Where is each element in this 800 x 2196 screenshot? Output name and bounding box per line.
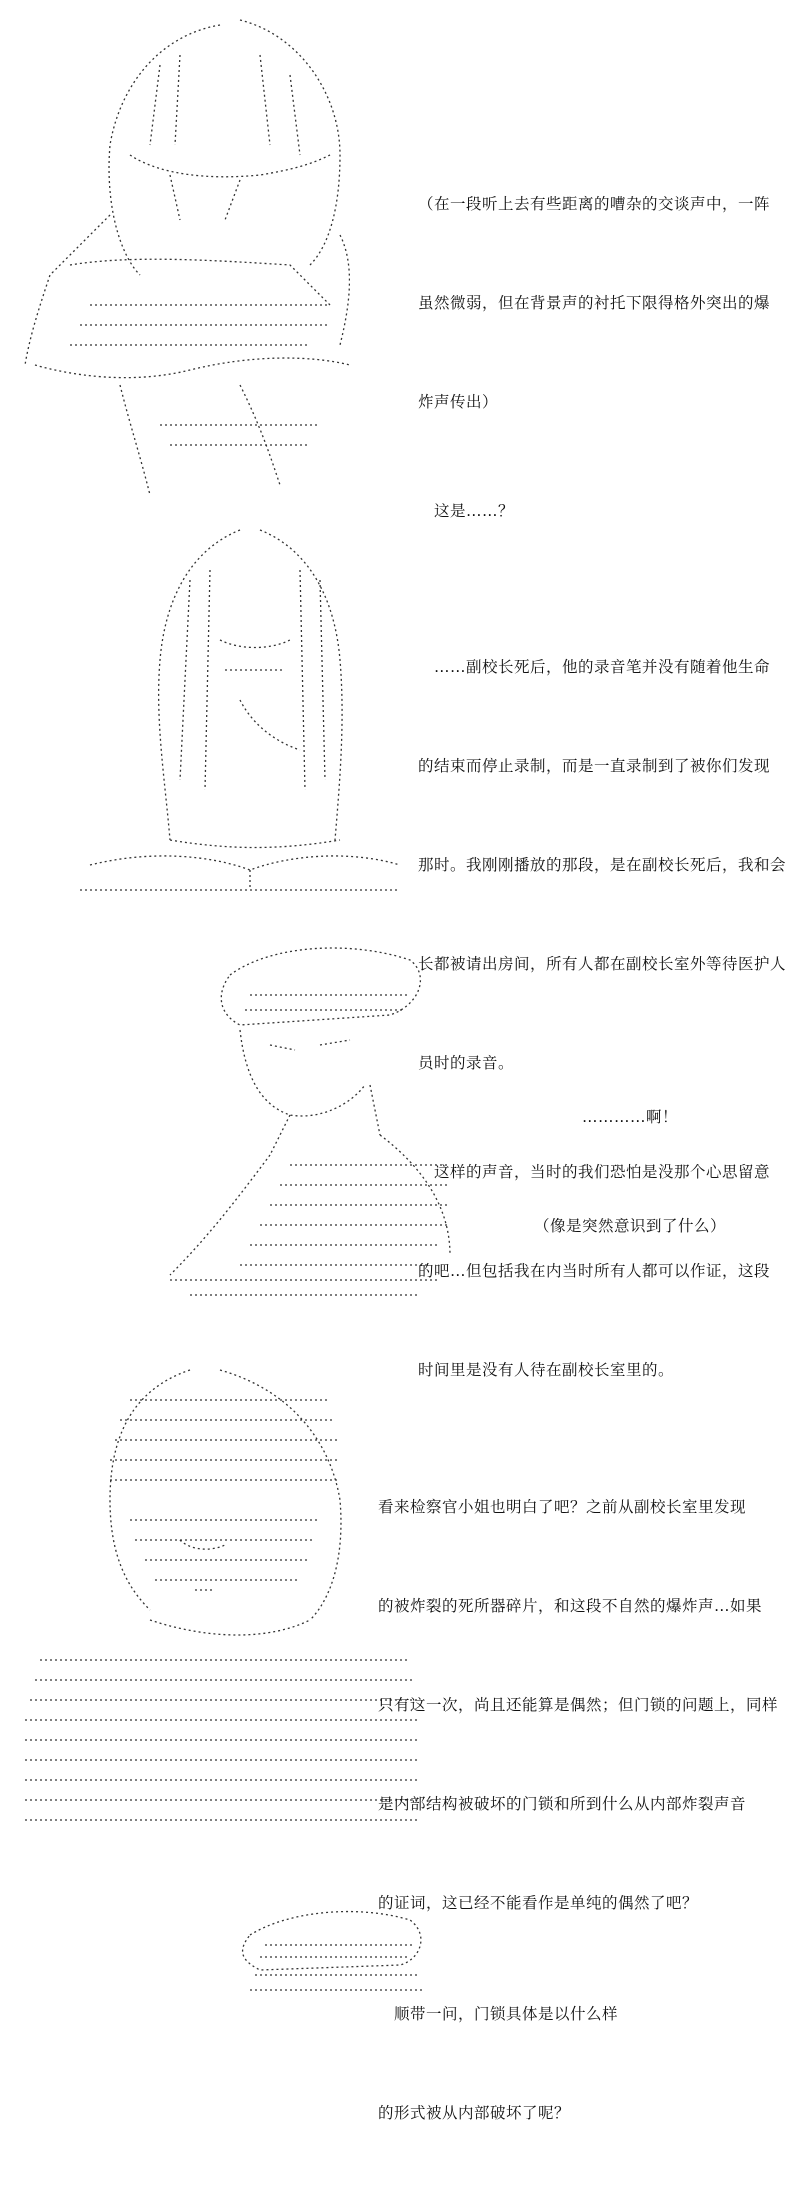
- panel-5: [0, 1905, 800, 2000]
- text-line: 这是……？: [418, 502, 515, 520]
- panel-4-text: [378, 1425, 798, 2196]
- text-line: （在一段听上去有些距离的嘈杂的交谈声中，一阵: [418, 195, 771, 213]
- text-line: 是内部结构被破坏的门锁和所到什么从内部炸裂声音: [378, 1795, 747, 1813]
- text-line: 炸声传出）: [418, 393, 499, 411]
- long-haired-girl-ascii-art: [70, 520, 410, 895]
- text-line: 这样的声音，当时的我们恐怕是没那个心思留意: [418, 1163, 771, 1181]
- panel-4: [0, 1360, 800, 2122]
- text-line: 的结束而停止录制，而是一直录制到了被你们发现: [418, 757, 771, 775]
- text-line: 长都被请出房间，所有人都在副校长室外等待医护人: [418, 955, 787, 973]
- girl-holding-object-ascii-art: [10, 5, 350, 500]
- shaded-girl-ascii-art: [10, 1360, 430, 1840]
- text-line: 顺带一问，门锁具体是以什么样: [378, 2005, 619, 2023]
- text-line: 看来检察官小姐也明白了吧？之前从副校长室里发现: [378, 1498, 747, 1516]
- capped-girl-ascii-art: [150, 935, 490, 1315]
- text-line: 的证词，这已经不能看作是单纯的偶然了吧？: [378, 1894, 699, 1912]
- panel-1: [0, 0, 800, 520]
- text-line: 虽然微弱，但在背景声的衬托下限得格外突出的爆: [418, 294, 771, 312]
- text-line: 的形式被从内部破坏了呢？: [378, 2104, 571, 2122]
- capped-girl-partial-ascii-art: [220, 1905, 440, 2000]
- text-line: ……副校长死后，他的录音笔并没有随着他生命: [418, 658, 771, 676]
- text-line: 时间里是没有人待在副校长室里的。: [418, 1361, 675, 1379]
- text-line: 只有这一次，尚且还能算是偶然；但门锁的问题上，同样: [378, 1696, 779, 1714]
- text-line: （像是突然意识到了什么）: [533, 1217, 726, 1235]
- panel-3-text: [480, 1035, 780, 1309]
- text-line: …………啊！: [581, 1108, 678, 1126]
- text-line: 员时的录音。: [418, 1054, 515, 1072]
- text-line: 那时。我刚刚播放的那段，是在副校长死后，我和会: [418, 856, 787, 874]
- text-line: 的被炸裂的死所器碎片，和这段不自然的爆炸声…如果: [378, 1597, 763, 1615]
- text-line: 的吧…但包括我在内当时所有人都可以作证，这段: [418, 1262, 771, 1280]
- panel-3: [0, 935, 800, 1315]
